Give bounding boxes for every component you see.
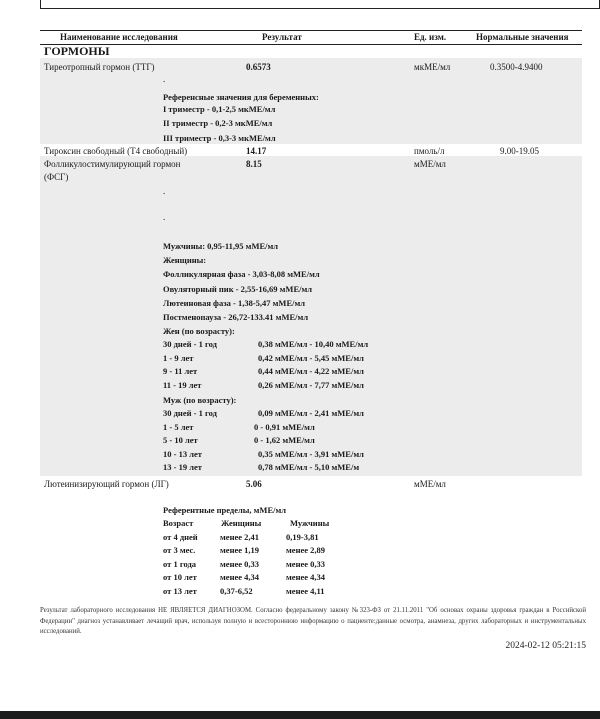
men-cell: менее 2,89 <box>286 545 326 556</box>
disclaimer-text: Результат лабораторного исследования НЕ ЯВЛЯЕТСЯ ДИАГНОЗОМ. Согласно федеральному закону №323-ФЗ от 21.11.2011 "Об основах охраны здоровья граждан в Российской Федерации" диагноз устанавливает лечащий врач, используя полную и всестороннюю информацию о пациенте:данные осмотра, анамнеза, других лабораторных и инструментальных исследований. <box>40 607 586 635</box>
men-cell: менее 4,11 <box>286 585 325 596</box>
fsh-ref-line: Женщины: <box>163 255 207 266</box>
range-cell: 0,26 мМЕ/мл - 7,77 мМЕ/мл <box>258 379 364 390</box>
tsh-ref-line: I триместр - 0,1-2,5 мкМЕ/мл <box>163 104 276 115</box>
col-result-header: Результат <box>262 32 302 42</box>
age-cell: от 1 года <box>163 558 197 569</box>
age-cell: от 10 лет <box>163 572 197 583</box>
col-header: Женщины <box>221 518 262 528</box>
fsh-ref-line: Фолликулярная фаза - 3,03-8,08 мМЕ/мл <box>163 269 320 280</box>
age-cell: от 3 мес. <box>163 545 196 556</box>
col-name-header: Наименование исследования <box>60 32 178 42</box>
t4-unit: пмоль/л <box>414 146 445 156</box>
report-timestamp: 2024-02-12 05:21:15 <box>505 641 586 651</box>
dot-marker: . <box>163 74 166 84</box>
age-cell: 11 - 19 лет <box>163 379 202 390</box>
lh-result: 5.06 <box>246 479 262 489</box>
fsh-ref-line: Лютеиновая фаза - 1,38-5,47 мМЕ/мл <box>163 297 306 308</box>
tsh-ref-line: III триместр - 0,3-3 мкМЕ/мл <box>163 132 276 143</box>
age-cell: 13 - 19 лет <box>163 462 202 473</box>
women-cell: 0,37-6,52 <box>220 585 253 596</box>
col-norm-header: Нормальные значения <box>476 32 569 42</box>
women-cell: менее 0,33 <box>220 558 260 569</box>
table-header <box>40 30 582 45</box>
age-cell: 10 - 13 лет <box>163 448 202 459</box>
section-title: ГОРМОНЫ <box>44 44 110 58</box>
age-cell: 30 дней - 1 год <box>163 408 217 418</box>
dot-marker: . <box>163 212 166 222</box>
women-cell: менее 2,41 <box>220 531 260 542</box>
age-cell: 5 - 10 лет <box>163 435 198 446</box>
lh-ref-line: Референтные пределы, мМЕ/мл <box>163 505 287 515</box>
tsh-ref-line: Референсные значения для беременных: <box>163 92 319 102</box>
col-unit-header: Ед. изм. <box>414 32 447 42</box>
fsh-ref-line: Муж (по возрасту): <box>163 395 237 405</box>
women-cell: менее 4,34 <box>220 572 260 583</box>
women-cell: менее 1,19 <box>220 545 260 556</box>
lh-ref-title <box>163 503 286 517</box>
fsh-name: Фолликулостимулирующий гормон <box>44 159 181 169</box>
fsh-ref-line: Жен (по возрасту): <box>163 326 235 337</box>
age-cell: от 4 дней <box>163 531 198 542</box>
age-cell: 30 дней - 1 год <box>163 339 217 349</box>
range-cell: 0 - 1,62 мМЕ/мл <box>254 435 315 446</box>
range-cell: 0,78 мМЕ/мл - 5,10 мМЕ/м <box>258 462 360 473</box>
range-cell: 0,38 мМЕ/мл - 10,40 мМЕ/мл <box>258 339 369 349</box>
fsh-reference <box>163 239 320 338</box>
men-cell: 0,19-3,81 <box>286 531 319 542</box>
fsh-unit: мМЕ/мл <box>414 159 446 169</box>
age-cell: от 13 лет <box>163 585 197 596</box>
tsh-reference <box>163 90 319 145</box>
fsh-men-title <box>163 393 236 407</box>
range-cell: 0,09 мМЕ/мл - 2,41 мМЕ/мл <box>258 408 364 418</box>
tsh-ref-line: II триместр - 0,2-3 мкМЕ/мл <box>163 118 273 129</box>
lh-name: Лютеинизирующий гормон (ЛГ) <box>44 479 169 489</box>
fsh-ref-line: Мужчины: 0,95-11,95 мМЕ/мл <box>163 241 279 251</box>
age-cell: 9 - 11 лет <box>163 366 198 377</box>
men-cell: менее 4,34 <box>286 572 326 583</box>
tsh-name: Тиреотропный гормон (ТТГ) <box>44 62 155 72</box>
top-frame <box>40 0 600 9</box>
range-cell: 0 - 0,91 мМЕ/мл <box>254 421 315 432</box>
tsh-result: 0.6573 <box>246 62 271 72</box>
fsh-name-abbr: (ФСГ) <box>44 172 69 182</box>
tsh-unit: мкМЕ/мл <box>414 62 451 72</box>
men-cell: менее 0,33 <box>286 558 326 569</box>
dot-marker: . <box>163 186 166 196</box>
t4-name: Тироксин свободный (Т4 свободный) <box>44 146 188 156</box>
range-cell: 0,44 мМЕ/мл - 4,22 мМЕ/мл <box>258 366 364 377</box>
bottom-bar <box>0 711 600 719</box>
age-cell: 1 - 9 лет <box>163 352 194 363</box>
range-cell: 0,42 мМЕ/мл - 5,45 мМЕ/мл <box>258 352 364 363</box>
col-header: Возраст <box>163 518 194 528</box>
col-header: Мужчины <box>290 518 330 528</box>
fsh-ref-line: Постменопауза - 26,72-133.41 мМЕ/мл <box>163 312 309 323</box>
fsh-ref-line: Овуляторный пик - 2,55-16,69 мМЕ/мл <box>163 283 313 294</box>
age-cell: 1 - 5 лет <box>163 421 194 432</box>
fsh-result: 8.15 <box>246 159 262 169</box>
range-cell: 0,35 мМЕ/мл - 3,91 мМЕ/мл <box>258 448 364 459</box>
t4-result: 14.17 <box>246 146 267 156</box>
lh-unit: мМЕ/мл <box>414 479 446 489</box>
t4-norm: 9.00-19.05 <box>500 146 539 156</box>
tsh-norm: 0.3500-4.9400 <box>490 62 543 72</box>
